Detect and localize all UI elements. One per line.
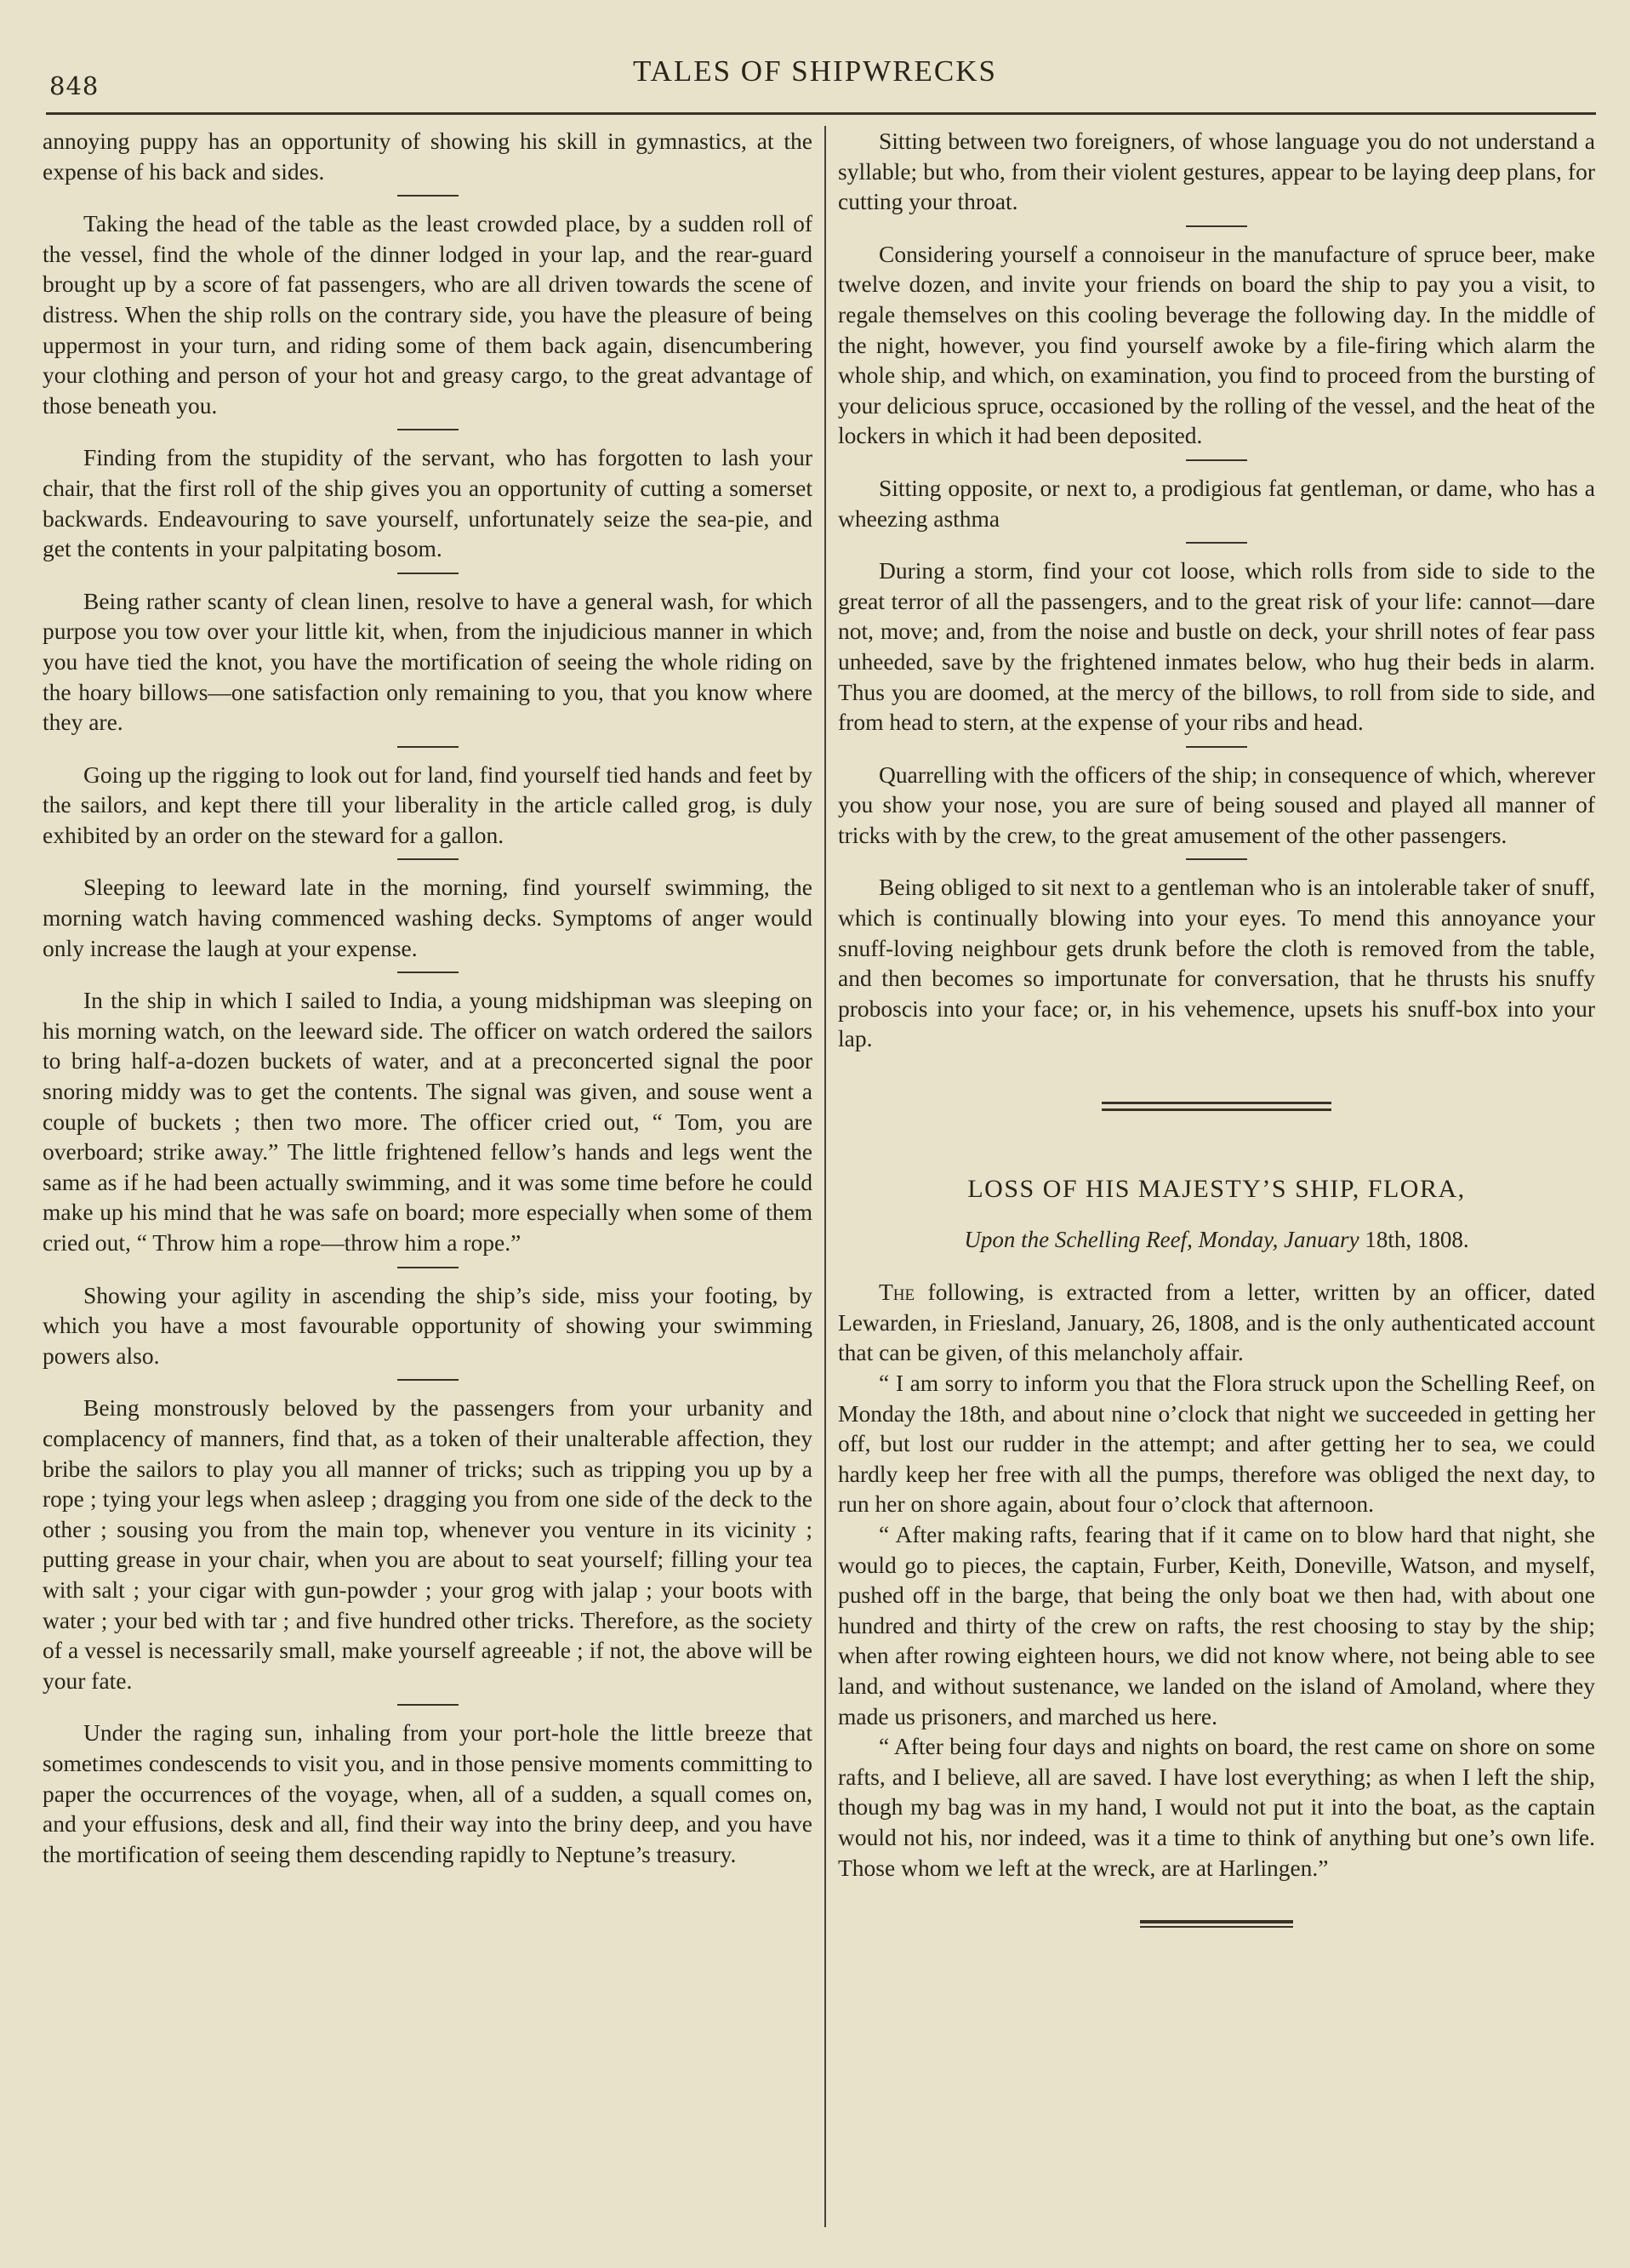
paragraph: Finding from the stupidity of the servant, who has forgotten to lash your chair, that the first roll of the ship gives you an opportunity of cutting a somerset backwards. Endeavouring to save yourself, unfortunately seize the sea-pie, and get the contents in your palpitating bosom. [43, 444, 812, 562]
article-separator [1102, 1102, 1331, 1111]
paragraph: Considering yourself a connoiseur in the manufacture of spruce beer, make twelve dozen, and invite your friends on board the ship to pay you a visit, to regale themselves on this cooling beverage the following day. In the middle of the night, however, you find yourself awoke by a file-firing which alarm the whole ship, and which, on examination, you find to proceed from the bursting of your delicious spruce, occasioned by the rolling of the vessel, and the heat of the lockers in which it had been deposited. [838, 240, 1595, 449]
paragraph: Under the raging sun, inhaling from your port-hole the little breeze that sometimes condescends to visit you, and in those pensive moments committing to paper the occurrences of the voyage, when, all of a sudden, a squall comes on, and your effusions, desk and all, find their way into the briny deep, and you have the mortification of seeing them descending rapidly to Neptune’s treasury. [43, 1719, 812, 1867]
section-rule [1186, 746, 1247, 748]
article-subtitle [838, 1225, 1595, 1256]
paragraph: Being rather scanty of clean linen, resolve to have a general wash, for which purpose you tow over your little kit, when, from the injudicious manner in which you have tied the knot, you have the mortification of seeing the whole riding on the hoary billows—one satisfaction only remaining to you, that you know where they are. [43, 587, 812, 736]
article-paragraph: “ After being four days and nights on board, the rest came on shore on some rafts, and I believe, all are saved. I have lost everything; as when I left the ship, though my bag was in my hand, I would not put it into the boat, as the captain would not his, nor indeed, was it a time to think of anything but one’s own life. Those whom we left at the wreck, are at Harlingen.” [838, 1733, 1595, 1881]
paragraph: In the ship in which I sailed to India, a young midshipman was sleeping on his morning watch, on the leeward side. The officer on watch ordered the sailors to bring half-a-dozen buckets of water, and at a preconcerted signal the poor snoring middy was to get the contents. The signal was given, and souse went a couple of buckets ; then two more. The officer cried out, “ Tom, you are overboard; strike away.” The little frightened fellow’s hands and legs went the same as if he had been actually swimming, and it was some time before he could make up his mind that he was safe on board; more especially when some of them cried out, “ Throw him a rope—throw him a rope.” [43, 987, 812, 1256]
paragraph: Taking the head of the table as the least crowded place, by a sudden roll of the vessel, find the whole of the dinner lodged in your lap, and the rear-guard brought up by a score of fat passengers, who are all driven towards the scene of distress. When the ship rolls on the contrary side, you have the pleasure of being uppermost in your turn, and riding some of them back again, disencumbering your clothing and person of your hot and greasy cargo, to the great advantage of those beneath you. [43, 210, 812, 419]
article-title: LOSS OF HIS MAJESTY’S SHIP, FLORA, [967, 1175, 1466, 1204]
intro-lead: The [879, 1279, 915, 1306]
section-rule [397, 972, 459, 973]
paragraph: During a storm, find your cot loose, which rolls from side to side to the great terror of all the passengers, and to the great risk of your life: cannot—dare not, move; and, from the noise and bustle on deck, your shrill notes of fear pass unheeded, save by the frightened inmates below, who hug their beds in alarm. Thus you are doomed, at the mercy of the billows, to roll from side to side, and from head to stern, at the expense of your ribs and head. [838, 557, 1595, 736]
header-rule [46, 112, 1596, 115]
column-divider [824, 126, 826, 2227]
paragraph: annoying puppy has an opportunity of showing his skill in gymnastics, at the expense of his back and sides. [43, 128, 812, 185]
paragraph: Quarrelling with the officers of the ship; in consequence of which, wherever you show your nose, you are sure of being soused and played all manner of tricks with by the crew, to the great amusement of the other passengers. [838, 761, 1595, 848]
paragraph: Sitting between two foreigners, of whose language you do not understand a syllable; but who, from their violent gestures, appear to be laying deep plans, for cutting your throat. [838, 128, 1595, 215]
paragraph: Being obliged to sit next to a gentleman who is an intolerable taker of snuff, which is continually blowing into your eyes. To mend this annoyance your snuff-loving neighbour gets drunk before the cloth is removed from the table, and then becomes so importunate for conversation, that he thrusts his snuffy proboscis into your face; or, in his vehemence, upsets his snuff-box into your lap. [838, 874, 1595, 1052]
paragraph: Showing your agility in ascending the ship’s side, miss your footing, by which you have a most favourable opportunity of showing your swimming powers also. [43, 1281, 812, 1369]
section-rule [397, 573, 459, 574]
intro-text: following, is extracted from a letter, written by an officer, dated Lewarden, in Friesland, January, 26, 1808, and is the only authenticated account that can be given, of this melancholy affair. [838, 1279, 1595, 1366]
paragraph: Going up the rigging to look out for land, find yourself tied hands and feet by the sailors, and kept there till your liberality in the article called grog, is duly exhibited by an order on the steward for a gallon. [43, 761, 812, 848]
paragraph: Sleeping to leeward late in the morning, find yourself swimming, the morning watch having commenced washing decks. Symptoms of anger would only increase the laugh at your expense. [43, 874, 812, 961]
end-rule [1140, 1920, 1293, 1928]
section-rule [397, 195, 459, 197]
section-rule [397, 1267, 459, 1268]
article-paragraph: “ I am sorry to inform you that the Flora struck upon the Schelling Reef, on Monday the 18th, and about nine o’clock that night we succeeded in getting her off, but lost our rudder in the attempt; and after getting her to sea, we could hardly keep her free with all the pumps, therefore was obliged the next day, to run her on shore again, about four o’clock that afternoon. [838, 1370, 1595, 1518]
right-column [838, 126, 1595, 2234]
section-rule [397, 858, 459, 860]
running-head: TALES OF SHIPWRECKS [632, 54, 998, 88]
subtitle-date: 18th, 1808. [1365, 1226, 1469, 1252]
section-rule [1186, 858, 1247, 860]
article-paragraph: “ After making rafts, fearing that if it came on to blow hard that night, she would go to pieces, the captain, Furber, Keith, Doneville, Watson, and myself, pushed off in the barge, that being the only boat we then had, with about one hundred and thirty of the crew on rafts, the rest choosing to stay by the ship; when after rowing eighteen hours, we did not know where, not being able to see land, and without sustenance, we landed on the island of Amoland, where they made us prisoners, and marched us here. [838, 1520, 1595, 1729]
section-rule [1186, 459, 1247, 461]
section-rule [1186, 542, 1247, 544]
section-rule [397, 746, 459, 748]
paragraph: Being monstrously beloved by the passengers from your urbanity and complacency of manners, find that, as a token of their unalterable affection, they bribe the sailors to play you all manner of tricks; such as tripping you up by a rope ; tying your legs when asleep ; dragging you from one side of the deck to the other ; sousing you from the main top, whenever you venture in its vicinity ; putting grease in your chair, when you are about to seat yourself; filling your tea with salt ; your cigar with gun-powder ; your grog with jalap ; your boots with water ; your bed with tar ; and five hundred other tricks. Therefore, as the society of a vessel is necessarily small, make yourself agreeable ; if not, the above will be your fate. [43, 1394, 812, 1694]
page-number: 848 [49, 71, 100, 100]
subtitle-italic: Upon the Schelling Reef, Monday, January [964, 1226, 1359, 1252]
left-column [43, 126, 812, 2234]
section-rule [397, 1704, 459, 1706]
paragraph: Sitting opposite, or next to, a prodigious fat gentleman, or dame, who has a wheezing asthma [838, 474, 1595, 532]
article-intro [838, 1277, 1595, 1368]
section-rule [397, 1379, 459, 1381]
section-rule [1186, 225, 1247, 227]
section-rule [397, 429, 459, 430]
